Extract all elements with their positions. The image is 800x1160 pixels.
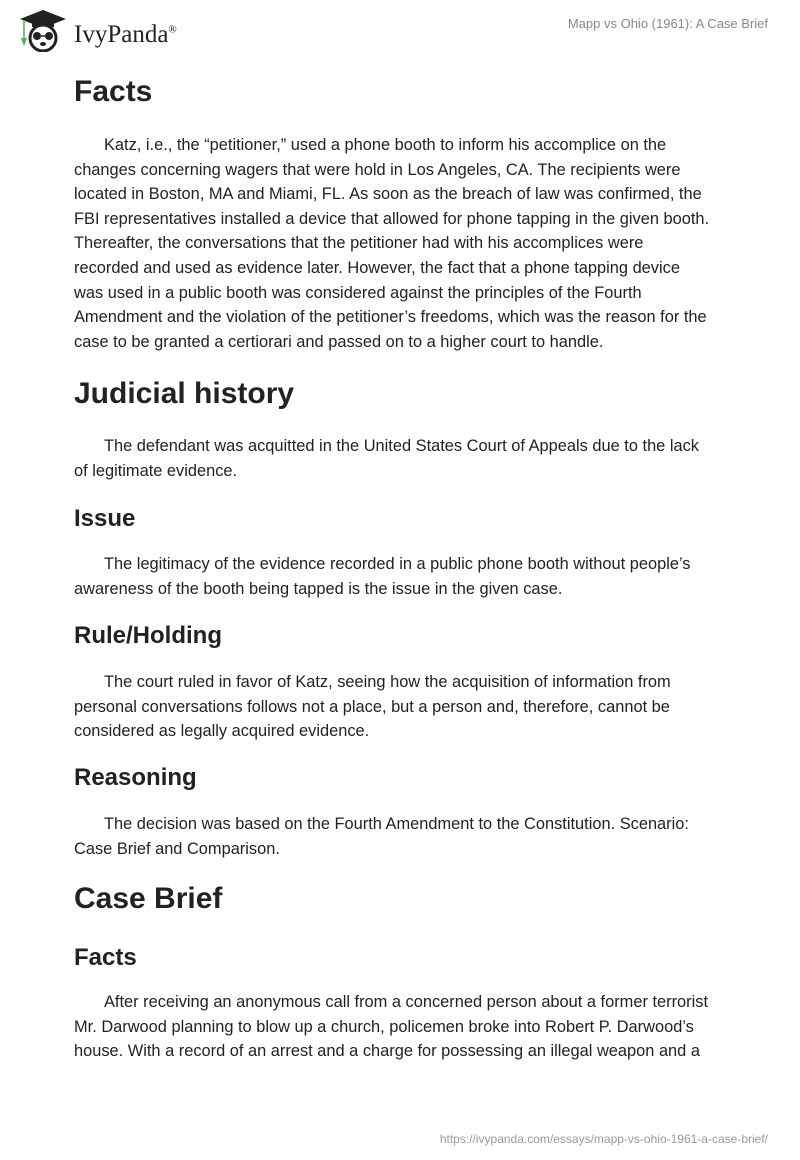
heading-rule-holding: Rule/Holding <box>74 622 222 649</box>
heading-case-brief: Case Brief <box>74 882 223 915</box>
heading-facts-2: Facts <box>74 944 137 971</box>
brand-name: IvyPanda® <box>74 21 177 48</box>
paragraph-judicial-history: The defendant was acquitted in the United States Court of Appeals due to the lack of legitimate evidence. <box>74 437 700 480</box>
ivypanda-logo[interactable] <box>18 8 177 52</box>
heading-facts: Facts <box>74 75 153 108</box>
source-url[interactable]: https://ivypanda.com/essays/mapp-vs-ohio-1961-a-case-brief/ <box>439 1132 768 1146</box>
paragraph-facts: Katz, i.e., the “petitioner,” used a phone booth to inform his accomplice on the changes concerning wagers that were hold in Los Angeles, CA. The recipients were located in Boston, MA and Miami, FL. As soon as the breach of law was confirmed, the FBI representatives installed a device that allowed for phone tapping in the given booth. Thereafter, the conversations that the petitioner had with his accomplices were recorded and used as evidence later. However, the fact that a phone tapping device was used in a public booth was considered against the principles of the Fourth Amendment and the violation of the petitioner’s freedoms, which was the reason for the case to be granted a certiorari and passed on to a higher court to handle. <box>74 136 710 351</box>
paragraph-rule-holding: The court ruled in favor of Katz, seeing how the acquisition of information from personal conversations follows not a place, but a person and, therefore, cannot be considered as legally acquired evidence. <box>74 673 671 741</box>
heading-reasoning: Reasoning <box>74 764 197 791</box>
paragraph-reasoning: The decision was based on the Fourth Amendment to the Constitution. Scenario: Case Brief and Comparison. <box>74 815 689 858</box>
document-title: Mapp vs Ohio (1961): A Case Brief <box>567 16 768 31</box>
paragraph-issue: The legitimacy of the evidence recorded in a public phone booth without people’s awareness of the booth being tapped is the issue in the given case. <box>74 555 691 598</box>
panda-graduate-icon <box>18 8 68 52</box>
heading-judicial-history: Judicial history <box>74 377 295 410</box>
heading-issue: Issue <box>74 505 136 532</box>
paragraph-facts-2: After receiving an anonymous call from a concerned person about a former terrorist Mr. Darwood planning to blow up a church, policemen broke into Robert P. Darwood’s house. With a record of an arrest and a charge for possessing an illegal weapon and a <box>74 993 709 1061</box>
